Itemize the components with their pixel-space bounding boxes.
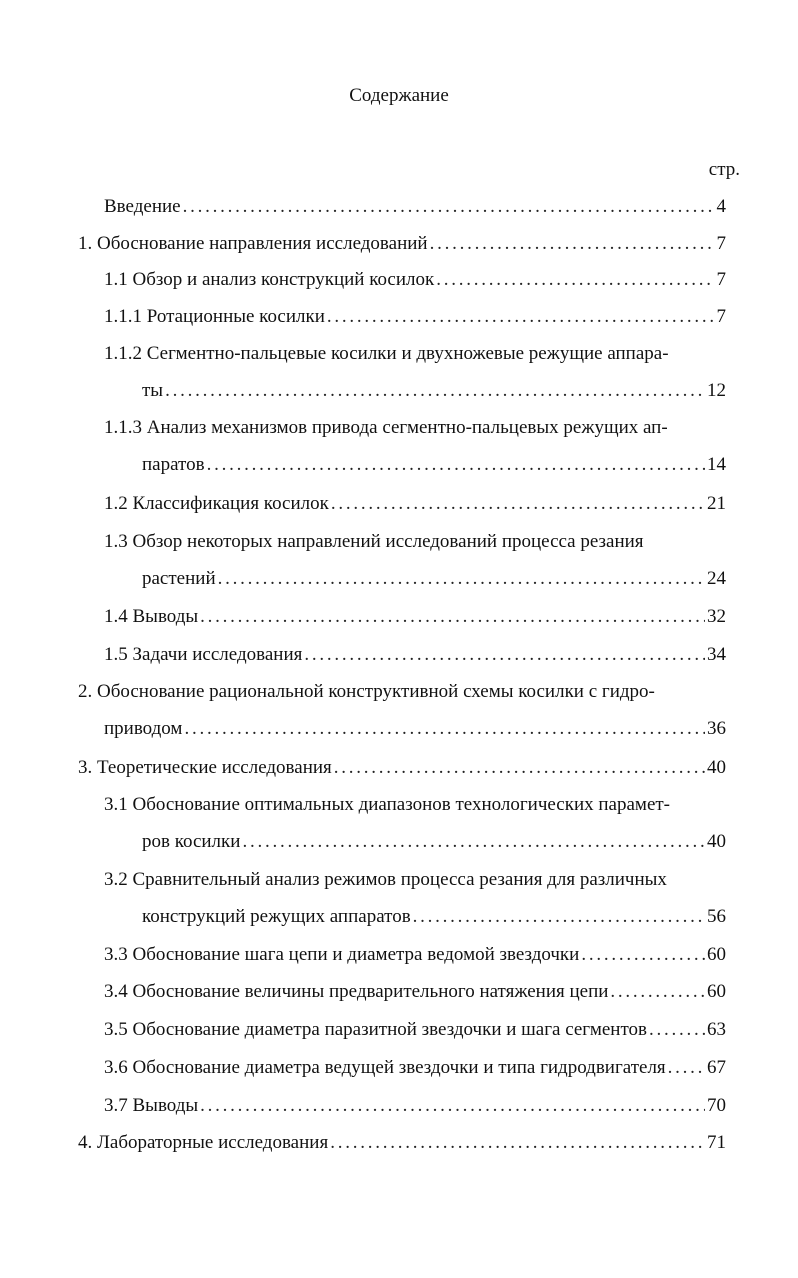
toc-entry-page: 60 — [707, 981, 726, 1002]
toc-entry-text: 1. Обоснование направления исследований — [78, 233, 428, 254]
toc-entry-3-5 — [104, 1018, 726, 1042]
toc-entry-continuation: ров косилки — [142, 831, 241, 852]
toc-entry-text: Введение — [104, 196, 181, 217]
toc-entry-page: 14 — [707, 454, 726, 475]
toc-entry-continuation: ты — [142, 380, 164, 401]
toc-entry-text: 1.1.1 Ротационные косилки — [104, 306, 325, 327]
toc-entry-3-4 — [104, 980, 726, 1004]
toc-entry-text: 3.7 Выводы — [104, 1095, 199, 1116]
toc-entry-page: 7 — [716, 269, 726, 290]
toc-entry-page: 63 — [707, 1019, 726, 1040]
toc-leader — [334, 756, 705, 780]
toc-entry-1-3 — [142, 567, 726, 591]
toc-entry-chapter-4 — [78, 1131, 726, 1155]
toc-entry-1-1-2-text: 1.1.2 Сегментно-пальцевые косилки и двухножевые режущие аппара- — [104, 343, 669, 364]
toc-entry-page: 24 — [707, 568, 726, 589]
page-column-label: стр. — [708, 159, 740, 180]
toc-entry-page: 40 — [707, 757, 726, 778]
toc-entry-text: 3.3 Обоснование шага цепи и диаметра ведомой звездочки — [104, 944, 580, 965]
toc-entry-text: 1.4 Выводы — [104, 606, 199, 627]
toc-leader — [218, 567, 705, 591]
toc-entry-text: 1.5 Задачи исследования — [104, 644, 303, 665]
toc-leader — [581, 943, 705, 967]
toc-leader — [610, 980, 705, 1004]
toc-leader — [165, 379, 705, 403]
toc-leader — [668, 1056, 705, 1080]
toc-entry-page: 36 — [707, 718, 726, 739]
toc-leader — [331, 492, 705, 516]
toc-leader — [649, 1018, 705, 1042]
toc-entry-3-6 — [104, 1056, 726, 1080]
toc-entry-1-1 — [104, 268, 726, 292]
toc-entry-3-1 — [142, 830, 726, 854]
toc-entry-text: 1.1 Обзор и анализ конструкций косилок — [104, 269, 435, 290]
toc-entry-page: 70 — [707, 1095, 726, 1116]
toc-entry-3-3 — [104, 943, 726, 967]
toc-entry-page: 7 — [716, 233, 726, 254]
toc-entry-continuation: растений — [142, 568, 216, 589]
toc-leader — [436, 268, 714, 292]
toc-entry-page: 67 — [707, 1057, 726, 1078]
toc-entry-3-1-text: 3.1 Обоснование оптимальных диапазонов технологических парамет- — [104, 794, 671, 815]
toc-entry-page: 56 — [707, 906, 726, 927]
toc-entry-1-1-3-text: 1.1.3 Анализ механизмов привода сегментно-пальцевых режущих ап- — [104, 417, 668, 438]
toc-leader — [200, 1094, 705, 1118]
toc-entry-text: 3.4 Обоснование величины предварительного натяжения цепи — [104, 981, 609, 1002]
toc-entry-page: 71 — [707, 1132, 726, 1153]
toc-entry-1-2 — [104, 492, 726, 516]
toc-entry-page: 12 — [707, 380, 726, 401]
toc-leader — [184, 717, 705, 741]
toc-leader — [430, 232, 715, 256]
toc-leader — [242, 830, 705, 854]
toc-entry-page: 21 — [707, 493, 726, 514]
toc-entry-page: 4 — [716, 196, 726, 217]
toc-entry-text: 3.6 Обоснование диаметра ведущей звездочки и типа гидродвигателя — [104, 1057, 666, 1078]
toc-entry-chapter-2-text: 2. Обоснование рациональной конструктивной схемы косилки с гидро- — [78, 681, 655, 702]
toc-entry-1-3-text: 1.3 Обзор некоторых направлений исследований процесса резания — [104, 531, 644, 552]
toc-entry-1-5 — [104, 643, 726, 667]
toc-entry-chapter-3 — [78, 756, 726, 780]
toc-leader — [207, 453, 705, 477]
toc-entry-page: 60 — [707, 944, 726, 965]
toc-entry-page: 7 — [716, 306, 726, 327]
toc-entry-page: 32 — [707, 606, 726, 627]
toc-entry-continuation: конструкций режущих аппаратов — [142, 906, 411, 927]
toc-entry-text: 4. Лабораторные исследования — [78, 1132, 329, 1153]
toc-entry-3-2 — [142, 905, 726, 929]
page-title: Содержание — [349, 85, 449, 106]
toc-leader — [327, 305, 715, 329]
toc-leader — [304, 643, 705, 667]
toc-entry-page: 40 — [707, 831, 726, 852]
toc-entry-text: 3.5 Обоснование диаметра паразитной звездочки и шага сегментов — [104, 1019, 647, 1040]
toc-entry-1-1-2 — [142, 379, 726, 403]
toc-entry-3-2-text: 3.2 Сравнительный анализ режимов процесса резания для различных — [104, 869, 667, 890]
toc-leader — [330, 1131, 705, 1155]
toc-entry-page: 34 — [707, 644, 726, 665]
toc-leader — [183, 195, 715, 219]
toc-entry-3-7 — [104, 1094, 726, 1118]
toc-entry-1-1-1 — [104, 305, 726, 329]
toc-entry-text: 1.2 Классификация косилок — [104, 493, 329, 514]
toc-entry-chapter-2 — [104, 717, 726, 741]
toc-entry-continuation: паратов — [142, 454, 205, 475]
toc-entry-text: 3. Теоретические исследования — [78, 757, 332, 778]
toc-leader — [200, 605, 705, 629]
toc-entry-1-1-3 — [142, 453, 726, 477]
toc-entry-introduction — [104, 195, 726, 219]
toc-entry-continuation: приводом — [104, 718, 183, 739]
toc-entry-chapter-1 — [78, 232, 726, 256]
toc-entry-1-4 — [104, 605, 726, 629]
toc-leader — [413, 905, 705, 929]
